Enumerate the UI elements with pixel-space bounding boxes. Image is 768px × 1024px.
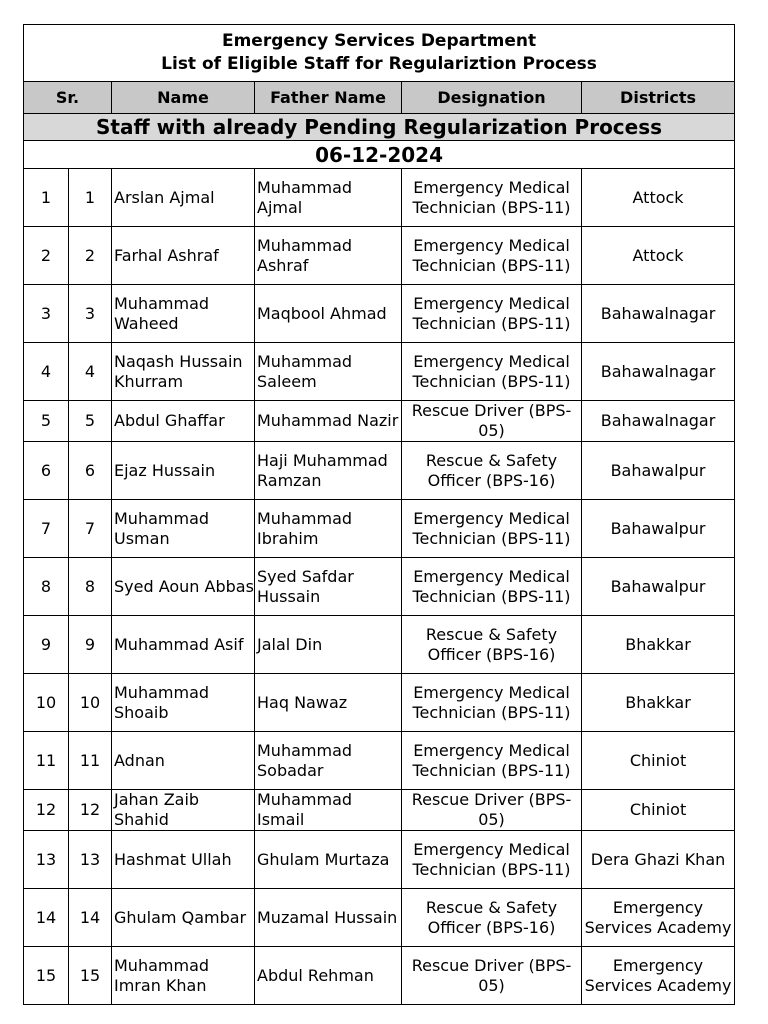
district: Bahawalpur — [582, 442, 735, 500]
serial-number: 15 — [24, 947, 69, 1005]
staff-name: Syed Aoun Abbas — [112, 558, 255, 616]
district-serial-number: 2 — [69, 227, 112, 285]
table-row — [24, 616, 735, 674]
serial-number: 6 — [24, 442, 69, 500]
staff-name: Muhammad Asif — [112, 616, 255, 674]
father-name: Muhammad Ajmal — [255, 169, 402, 227]
staff-name: Hashmat Ullah — [112, 831, 255, 889]
designation: Emergency Medical Technician (BPS-11) — [402, 674, 582, 732]
district: Emergency Services Academy — [582, 889, 735, 947]
table-row — [24, 343, 735, 401]
district-serial-number: 14 — [69, 889, 112, 947]
district-serial-number: 8 — [69, 558, 112, 616]
table-row — [24, 401, 735, 442]
designation: Rescue & Safety Officer (BPS-16) — [402, 889, 582, 947]
document-title — [24, 25, 735, 82]
father-name: Syed Safdar Hussain — [255, 558, 402, 616]
table-row — [24, 732, 735, 790]
father-name: Muhammad Ibrahim — [255, 500, 402, 558]
table-row — [24, 442, 735, 500]
serial-number: 13 — [24, 831, 69, 889]
father-name: Abdul Rehman — [255, 947, 402, 1005]
staff-name: Jahan Zaib Shahid — [112, 790, 255, 831]
father-name: Jalal Din — [255, 616, 402, 674]
district-serial-number: 10 — [69, 674, 112, 732]
table-row — [24, 889, 735, 947]
title-line-1: Emergency Services Department — [221, 31, 537, 51]
designation: Rescue Driver (BPS-05) — [402, 947, 582, 1005]
table-row — [24, 558, 735, 616]
district: Bahawalnagar — [582, 285, 735, 343]
district-serial-number: 12 — [69, 790, 112, 831]
section-title: Staff with already Pending Regularization Process — [24, 114, 735, 141]
serial-number: 9 — [24, 616, 69, 674]
district-serial-number: 4 — [69, 343, 112, 401]
serial-number: 10 — [24, 674, 69, 732]
serial-number: 3 — [24, 285, 69, 343]
designation: Emergency Medical Technician (BPS-11) — [402, 500, 582, 558]
title-line-2: List of Eligible Staff for Regulariztion Process — [161, 54, 597, 74]
district-serial-number: 13 — [69, 831, 112, 889]
father-name: Haji Muhammad Ramzan — [255, 442, 402, 500]
designation: Rescue Driver (BPS-05) — [402, 401, 582, 442]
serial-number: 2 — [24, 227, 69, 285]
header-name: Name — [112, 82, 255, 114]
district: Chiniot — [582, 790, 735, 831]
district: Attock — [582, 169, 735, 227]
staff-name: Abdul Ghaffar — [112, 401, 255, 442]
serial-number: 5 — [24, 401, 69, 442]
district-serial-number: 6 — [69, 442, 112, 500]
father-name: Muhammad Saleem — [255, 343, 402, 401]
staff-name: Muhammad Usman — [112, 500, 255, 558]
table-row — [24, 831, 735, 889]
district: Bahawalnagar — [582, 401, 735, 442]
designation: Emergency Medical Technician (BPS-11) — [402, 227, 582, 285]
father-name: Muhammad Ismail — [255, 790, 402, 831]
father-name: Muhammad Ashraf — [255, 227, 402, 285]
serial-number: 12 — [24, 790, 69, 831]
district-serial-number: 11 — [69, 732, 112, 790]
designation: Rescue Driver (BPS-05) — [402, 790, 582, 831]
designation: Emergency Medical Technician (BPS-11) — [402, 169, 582, 227]
header-sr: Sr. — [24, 82, 112, 114]
father-name: Maqbool Ahmad — [255, 285, 402, 343]
table-row — [24, 169, 735, 227]
designation: Emergency Medical Technician (BPS-11) — [402, 831, 582, 889]
header-row — [24, 82, 735, 114]
father-name: Muhammad Sobadar — [255, 732, 402, 790]
district: Chiniot — [582, 732, 735, 790]
table-row — [24, 500, 735, 558]
serial-number: 8 — [24, 558, 69, 616]
district-serial-number: 1 — [69, 169, 112, 227]
district: Bahawalnagar — [582, 343, 735, 401]
district-serial-number: 7 — [69, 500, 112, 558]
designation: Emergency Medical Technician (BPS-11) — [402, 558, 582, 616]
district: Bahawalpur — [582, 500, 735, 558]
district: Bhakkar — [582, 674, 735, 732]
header-districts: Districts — [582, 82, 735, 114]
table-row — [24, 790, 735, 831]
staff-name: Muhammad Shoaib — [112, 674, 255, 732]
staff-name: Ejaz Hussain — [112, 442, 255, 500]
table-row — [24, 285, 735, 343]
district: Bhakkar — [582, 616, 735, 674]
staff-name: Arslan Ajmal — [112, 169, 255, 227]
serial-number: 7 — [24, 500, 69, 558]
staff-name: Ghulam Qambar — [112, 889, 255, 947]
table-row — [24, 227, 735, 285]
staff-name: Naqash Hussain Khurram — [112, 343, 255, 401]
table-row — [24, 674, 735, 732]
district-serial-number: 3 — [69, 285, 112, 343]
district-serial-number: 9 — [69, 616, 112, 674]
designation: Emergency Medical Technician (BPS-11) — [402, 285, 582, 343]
staff-name: Farhal Ashraf — [112, 227, 255, 285]
staff-name: Muhammad Imran Khan — [112, 947, 255, 1005]
date-row: 06-12-2024 — [24, 141, 735, 169]
father-name: Ghulam Murtaza — [255, 831, 402, 889]
designation: Rescue & Safety Officer (BPS-16) — [402, 442, 582, 500]
serial-number: 4 — [24, 343, 69, 401]
district-serial-number: 5 — [69, 401, 112, 442]
header-designation: Designation — [402, 82, 582, 114]
staff-table — [23, 24, 735, 1005]
staff-name: Adnan — [112, 732, 255, 790]
district-serial-number: 15 — [69, 947, 112, 1005]
serial-number: 1 — [24, 169, 69, 227]
father-name: Muzamal Hussain — [255, 889, 402, 947]
designation: Rescue & Safety Officer (BPS-16) — [402, 616, 582, 674]
father-name: Muhammad Nazir — [255, 401, 402, 442]
header-father-name: Father Name — [255, 82, 402, 114]
serial-number: 14 — [24, 889, 69, 947]
father-name: Haq Nawaz — [255, 674, 402, 732]
district: Dera Ghazi Khan — [582, 831, 735, 889]
district: Attock — [582, 227, 735, 285]
district: Bahawalpur — [582, 558, 735, 616]
staff-name: Muhammad Waheed — [112, 285, 255, 343]
designation: Emergency Medical Technician (BPS-11) — [402, 732, 582, 790]
serial-number: 11 — [24, 732, 69, 790]
table-row — [24, 947, 735, 1005]
district: Emergency Services Academy — [582, 947, 735, 1005]
designation: Emergency Medical Technician (BPS-11) — [402, 343, 582, 401]
